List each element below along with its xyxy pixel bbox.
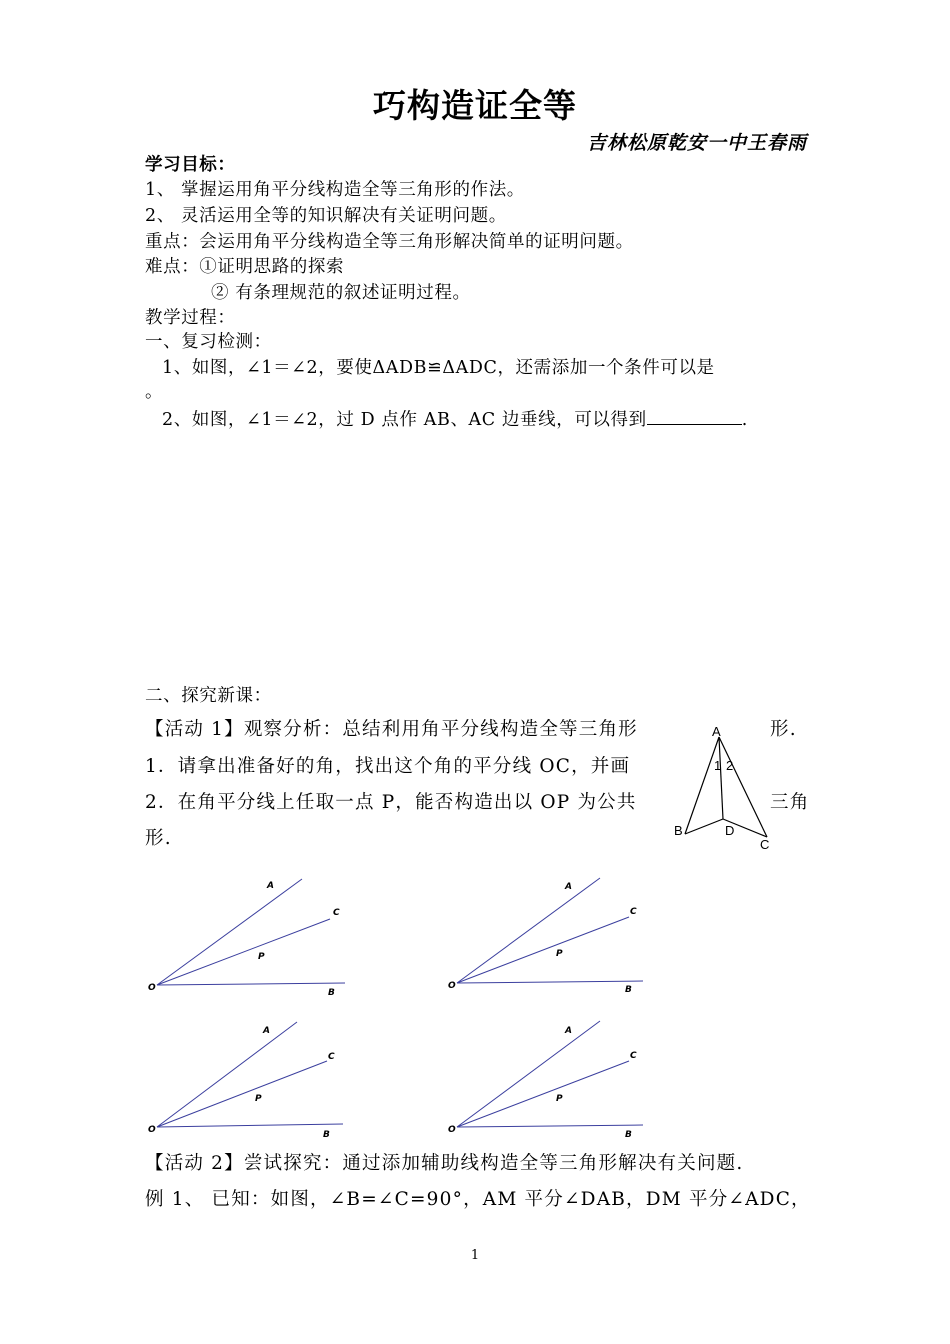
objectives-heading: 学习目标： bbox=[145, 155, 236, 175]
ray-a-label: A bbox=[565, 882, 572, 892]
review-question-2 bbox=[162, 406, 748, 432]
ray-a-label: A bbox=[565, 1026, 572, 1036]
author-line: 吉林松原乾安一中王春雨 bbox=[586, 132, 807, 154]
review-question-1-end: 。 bbox=[145, 382, 164, 402]
ray-a-label: A bbox=[267, 881, 274, 891]
ray-b-label: B bbox=[328, 988, 335, 998]
angle-1-label: 1 bbox=[714, 758, 722, 773]
vertex-d-label: D bbox=[725, 823, 735, 838]
vertex-a-label: A bbox=[712, 724, 721, 739]
angle-figure-4 bbox=[445, 1017, 655, 1142]
review-question-2-end: . bbox=[741, 410, 748, 430]
process-heading: 教学过程： bbox=[145, 308, 236, 328]
angle-figure-3 bbox=[145, 1017, 355, 1142]
point-p-label: P bbox=[255, 1094, 262, 1104]
review-question-1: 1、如图，∠1＝∠2，要使ΔADB≌ΔADC，还需添加一个条件可以是 bbox=[162, 358, 715, 378]
point-p-label: P bbox=[556, 1094, 563, 1104]
vertex-o-label: O bbox=[148, 1125, 156, 1135]
page-number: 1 bbox=[470, 1248, 480, 1263]
vertex-c-label: C bbox=[760, 837, 770, 852]
triangle-figure bbox=[672, 722, 782, 850]
point-p-label: P bbox=[556, 949, 563, 959]
explore-heading: 二、探究新课： bbox=[145, 686, 272, 706]
ray-c-label: C bbox=[630, 1051, 637, 1061]
angle-figure-1 bbox=[145, 875, 355, 1000]
point-p-label: P bbox=[258, 952, 265, 962]
page-title: 巧构造证全等 bbox=[373, 86, 577, 125]
review-heading: 一、复习检测： bbox=[145, 332, 272, 352]
ray-a-label: A bbox=[263, 1026, 270, 1036]
key-point: 重点：会运用角平分线构造全等三角形解决简单的证明问题。 bbox=[145, 232, 634, 252]
activity-1: 【活动 1】观察分析：总结利用角平分线构造全等三角形 bbox=[145, 719, 638, 740]
vertex-o-label: O bbox=[148, 983, 156, 993]
difficulty-2: ② 有条理规范的叙述证明过程。 bbox=[211, 283, 471, 303]
objective-1: 1、 掌握运用角平分线构造全等三角形的作法。 bbox=[145, 180, 525, 200]
ray-b-label: B bbox=[323, 1130, 330, 1140]
step-2-end: 三角 bbox=[770, 792, 810, 813]
angle-2-label: 2 bbox=[726, 758, 734, 773]
objective-2: 2、 灵活运用全等的知识解决有关证明问题。 bbox=[145, 206, 507, 226]
ray-c-label: C bbox=[328, 1052, 335, 1062]
activity-1-end: 形. bbox=[770, 719, 797, 740]
ray-c-label: C bbox=[333, 908, 340, 918]
difficulty-1: 难点：①证明思路的探索 bbox=[145, 257, 345, 277]
step-1: 1．请拿出准备好的角，找出这个角的平分线 OC，并画 bbox=[145, 756, 631, 777]
step-2: 2．在角平分线上任取一点 P，能否构造出以 OP 为公共 bbox=[145, 792, 637, 813]
answer-blank bbox=[647, 406, 742, 425]
ray-c-label: C bbox=[630, 907, 637, 917]
step-2-continued: 形. bbox=[145, 828, 172, 849]
vertex-o-label: O bbox=[448, 981, 456, 991]
example-1: 例 1、 已知：如图，∠B=∠C=90°，AM 平分∠DAB，DM 平分∠ADC， bbox=[145, 1189, 811, 1210]
ray-b-label: B bbox=[625, 1130, 632, 1140]
ray-b-label: B bbox=[625, 985, 632, 995]
vertex-o-label: O bbox=[448, 1125, 456, 1135]
review-question-2-text: 2、如图，∠1＝∠2，过 D 点作 AB、AC 边垂线，可以得到 bbox=[162, 410, 647, 430]
vertex-b-label: B bbox=[674, 823, 683, 838]
angle-figure-2 bbox=[445, 873, 655, 998]
activity-2: 【活动 2】尝试探究：通过添加辅助线构造全等三角形解决有关问题. bbox=[145, 1153, 744, 1174]
